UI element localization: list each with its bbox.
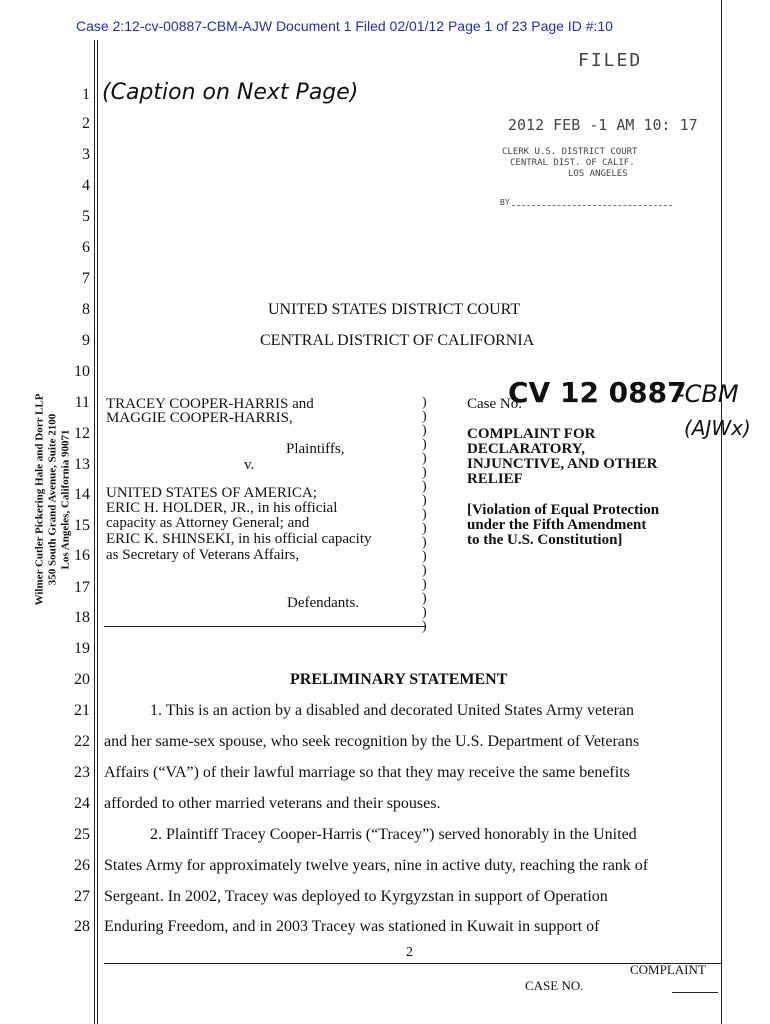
line-number: 11: [74, 394, 90, 411]
violation-line-1: [Violation of Equal Protection: [467, 502, 660, 518]
line-number: 25: [74, 826, 90, 843]
defendant-line-4: ERIC K. SHINSEKI, in his official capacity: [106, 531, 372, 547]
footer-complaint: COMPLAINT: [630, 962, 706, 977]
caption-bottom-rule: [104, 626, 426, 627]
body-line-21: 1. This is an action by a disabled and decorated United States Army veteran: [150, 702, 635, 719]
line-number: 21: [74, 702, 90, 719]
line-number: 23: [74, 764, 90, 781]
line-number: 5: [82, 208, 90, 225]
left-margin-rule: [94, 40, 95, 1024]
line-number: 19: [74, 640, 90, 657]
footer-case-no-blank: [672, 992, 718, 993]
handwritten-magistrate-initials: (AJWx): [684, 416, 751, 440]
line-number: 8: [82, 301, 90, 318]
section-title: PRELIMINARY STATEMENT: [290, 671, 508, 688]
line-number: 16: [74, 547, 90, 564]
filed-stamp-date: 2012 FEB -1 AM 10: 17: [508, 116, 698, 134]
court-district: CENTRAL DISTRICT OF CALIFORNIA: [260, 332, 535, 349]
plaintiffs-line-1: TRACEY COOPER-HARRIS and: [106, 396, 314, 412]
handwritten-judge-initials: -CBM: [676, 380, 739, 408]
line-number: 4: [82, 177, 90, 194]
violation-line-3: to the U.S. Constitution]: [467, 532, 623, 548]
complaint-title-1: COMPLAINT FOR: [467, 426, 596, 442]
line-number: 15: [74, 517, 90, 534]
line-number: 7: [82, 270, 90, 287]
line-number: 13: [74, 456, 90, 473]
line-number: 17: [74, 579, 90, 596]
clerk-stamp-line-1: CLERK U.S. DISTRICT COURT: [502, 147, 638, 157]
caption-divider: ) ) ) ) ) ) ) ) ) ) ) ) ) ) ) ) ): [422, 395, 427, 634]
handwritten-caption-note: (Caption on Next Page): [102, 80, 359, 105]
line-number: 22: [74, 733, 90, 750]
body-line-28: Enduring Freedom, and in 2003 Tracey was stationed in Kuwait in support of: [104, 918, 600, 935]
body-line-22: and her same-sex spouse, who seek recognition by the U.S. Department of Veterans: [104, 733, 640, 750]
clerk-stamp-signature-line: [512, 205, 672, 206]
plaintiffs-line-2: MAGGIE COOPER-HARRIS,: [106, 410, 293, 426]
line-number: 28: [74, 918, 90, 935]
violation-line-2: under the Fifth Amendment: [467, 517, 647, 533]
firm-name: Wilmer Cutler Pickering Hale and Dorr LLP: [33, 393, 46, 606]
footer-case-no: CASE NO.: [525, 978, 584, 993]
left-margin-rule-inner: [97, 40, 98, 1024]
body-line-25: 2. Plaintiff Tracey Cooper-Harris (“Tracey”) served honorably in the United: [150, 826, 637, 843]
defendant-line-5: as Secretary of Veterans Affairs,: [106, 547, 300, 563]
handwritten-case-number: CV 12 0887: [508, 376, 687, 409]
line-number: 20: [74, 671, 90, 688]
line-number: 27: [74, 888, 90, 905]
line-number: 14: [74, 486, 90, 503]
page-number: 2: [406, 945, 413, 960]
complaint-title-4: RELIEF: [467, 471, 523, 487]
line-number: 6: [82, 239, 90, 256]
defendants-label: Defendants.: [287, 595, 360, 611]
defendant-line-2: ERIC H. HOLDER, JR., in his official: [106, 500, 338, 516]
line-number: 1: [82, 86, 90, 103]
firm-address-2: Los Angeles, California 90071: [59, 429, 72, 570]
case-number-label: Case No.: [467, 396, 522, 412]
firm-address-1: 350 South Grand Avenue, Suite 2100: [46, 413, 59, 586]
filed-stamp: FILED: [578, 50, 643, 71]
complaint-title-2: DECLARATORY,: [467, 441, 585, 457]
document-header: Case 2:12-cv-00887-CBM-AJW Document 1 Filed 02/01/12 Page 1 of 23 Page ID #:10: [76, 18, 613, 34]
clerk-stamp-by: BY: [500, 198, 510, 207]
body-line-26: States Army for approximately twelve years, nine in active duty, reaching the rank of: [104, 857, 649, 874]
body-line-27: Sergeant. In 2002, Tracey was deployed to Kyrgyzstan in support of Operation: [104, 888, 608, 905]
line-number: 24: [74, 795, 90, 812]
right-margin-rule: [721, 0, 722, 1024]
versus: v.: [244, 457, 255, 473]
line-number: 18: [74, 609, 90, 626]
clerk-stamp-line-2: CENTRAL DIST. OF CALIF.: [510, 158, 635, 168]
line-number: 12: [74, 425, 90, 442]
footer-rule: [104, 963, 721, 964]
clerk-stamp-line-3: LOS ANGELES: [568, 169, 628, 179]
defendant-line-1: UNITED STATES OF AMERICA;: [106, 485, 317, 501]
plaintiffs-label: Plaintiffs,: [286, 441, 345, 457]
line-number: 2: [82, 115, 90, 132]
complaint-title-3: INJUNCTIVE, AND OTHER: [467, 456, 658, 472]
line-number: 26: [74, 857, 90, 874]
court-name: UNITED STATES DISTRICT COURT: [268, 301, 521, 318]
line-number: 3: [82, 146, 90, 163]
defendant-line-3: capacity as Attorney General; and: [106, 515, 310, 531]
body-line-23: Affairs (“VA”) of their lawful marriage so that they may receive the same benefits: [104, 764, 630, 781]
line-number: 10: [74, 363, 90, 380]
body-line-24: afforded to other married veterans and their spouses.: [104, 795, 441, 812]
line-number: 9: [82, 332, 90, 349]
